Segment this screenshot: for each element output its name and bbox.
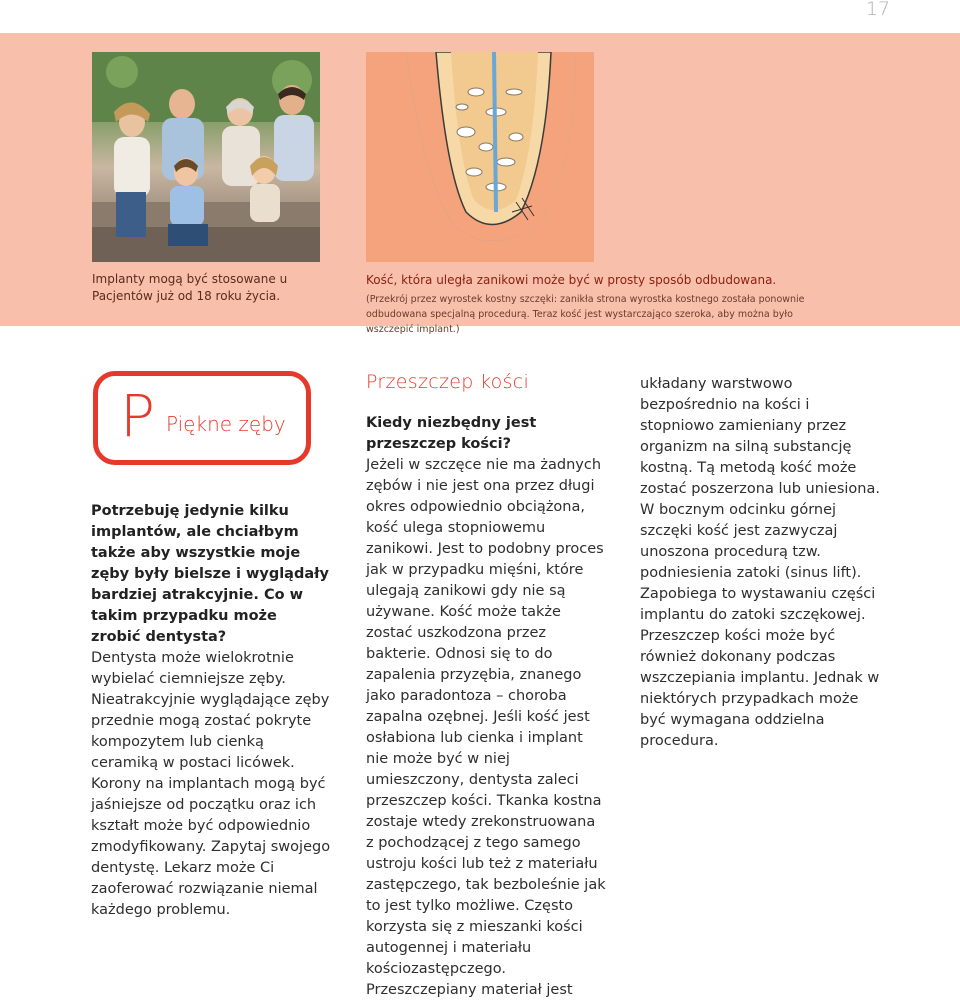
bone-graft-continuation: układany warstwowo bezpośrednio na kości i stopniowo zamieniany przez organizm na silną substancję kostną. Tą metodą kość może zostać poszerzona lub uniesiona. W bocznym odcinku górnej szczęki kość jest zazwyczaj unoszona procedurą tzw. podniesienia zatoki (sinus lift). Zapobiega to wystawaniu części implantu do zatoki szczękowej. Przeszczep kości może być również dokonany podczas wszczepiania implantu. Jednak w niektórych przypadkach może być wymagana oddzielna procedura. — [640, 376, 880, 749]
family-photo — [92, 52, 320, 262]
column-2 — [366, 413, 606, 1001]
answer-bone-graft: Jeżeli w szczęce nie ma żadnych zębów i nie jest ona przez długi okres odpowiednio obciążona, kość ulega stopniowemu zanikowi. Jest to podobny proces jak w przypadku mięśni, które ulegają zanikowi gdy nie są używane. Kość może także zostać uszkodzona przez bakterie. Odnosi się to do zapalenia przyzębia, znanego jako paradontoza – choroba zapalna ozębnej. Jeśli kość jest osłabiona lub cienka i implant nie może być w niej umieszczony, dentysta zaleci przeszczep kości. Tkanka kostna zostaje wtedy zrekonstruowana z pochodzącej z tego samego ustroju kości lub też z materiału zastępczego, tak bezboleśnie jak to jest tylko możliwe. Często korzysta się z mieszanki kości autogennej i materiału kościozastępczego. Przeszczepiany materiał jest — [366, 457, 606, 998]
bone-diagram — [366, 52, 594, 262]
caption-bone-title: Kość, która uległa zanikowi może być w prosty sposób odbudowana. — [366, 273, 777, 287]
callout-box — [93, 371, 311, 465]
answer-whitening: Dentysta może wielokrotnie wybielać ciemniejsze zęby. Nieatrakcyjnie wyglądające zęby przednie mogą zostać pokryte kompozytem lub cienką ceramiką w postaci licówek. Korony na implantach mogą być jaśniejsze od początku oraz ich kształt może być odpowiednio zmodyfikowany. Zapytaj swojego dentystę. Lekarz może Ci zaoferować rozwiązanie niemal każdego problemu. — [91, 650, 331, 918]
page-number: 17 — [865, 0, 890, 20]
section-heading-bone-graft: Przeszczep kości — [366, 371, 530, 393]
column-1 — [91, 501, 331, 921]
column-3 — [640, 374, 880, 752]
question-bone-graft: Kiedy niezbędny jest przeszczep kości? — [366, 415, 537, 452]
caption-bone-description: (Przekrój przez wyrostek kostny szczęki: zanikła strona wyrostka kostnego została ponownie odbudowana specjalną procedurą. Teraz kość jest wystarczająco szeroka, aby można było wszczepić implant.) — [366, 294, 805, 335]
callout-letter: P — [120, 382, 155, 450]
caption-family: Implanty mogą być stosowane u Pacjentów już od 18 roku życia. — [92, 272, 288, 303]
question-whitening: Potrzebuję jedynie kilku implantów, ale chciałbym także aby wszystkie moje zęby były bielsze i wyglądały bardziej atrakcyjnie. Co w takim przypadku może zrobić dentysta? — [91, 503, 329, 645]
callout-title: Piękne zęby — [166, 412, 286, 436]
